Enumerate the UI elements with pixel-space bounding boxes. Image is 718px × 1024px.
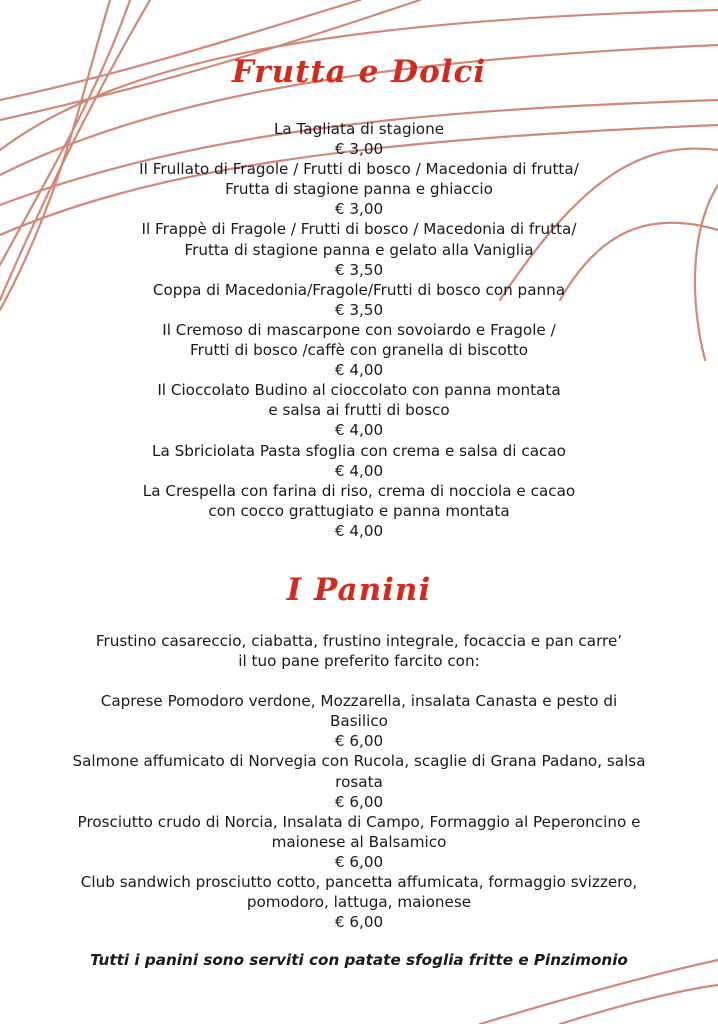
item-description: La Sbriciolata Pasta sfoglia con crema e salsa di cacao: [152, 441, 566, 460]
item-description: Il Frappè di Fragole / Frutti di bosco / Macedonia di frutta/: [141, 220, 577, 239]
item-price: € 4,00: [334, 361, 384, 380]
item-description: e salsa ai frutti di bosco: [268, 401, 450, 420]
swirl-line: [560, 985, 718, 1024]
item-price: € 4,00: [334, 521, 384, 540]
item-description: Salmone affumicato di Norvegia con Rucola, scaglie di Grana Padano, salsa: [72, 752, 646, 771]
item-description: Frutta di stagione panna e ghiaccio: [225, 180, 493, 199]
spacer: [0, 671, 718, 691]
item-price: € 4,00: [334, 461, 384, 480]
item-price: € 6,00: [334, 792, 384, 811]
section-title-i-panini: I Panini: [286, 572, 432, 608]
item-description: La Crespella con farina di riso, crema di nocciola e cacao: [142, 481, 576, 500]
item-description: Caprese Pomodoro verdone, Mozzarella, insalata Canasta e pesto di: [100, 692, 618, 711]
item-price: € 3,00: [334, 140, 384, 159]
menu-item: [0, 872, 718, 932]
menu-item: [0, 751, 718, 811]
item-description: Frutti di bosco /caffè con granella di biscotto: [189, 341, 528, 360]
dolci-menu-list: [0, 119, 718, 541]
item-description: La Tagliata di stagione: [273, 120, 445, 138]
item-price: € 4,00: [334, 421, 384, 440]
item-price: € 6,00: [334, 852, 384, 871]
item-description: Il Frullato di Fragole / Frutti di bosco / Macedonia di frutta/: [139, 160, 579, 179]
item-price: € 3,00: [334, 200, 384, 219]
item-description: Frutta di stagione panna e gelato alla Vaniglia: [184, 240, 534, 259]
item-description: rosata: [335, 772, 383, 791]
menu-item: [0, 380, 718, 440]
menu-item: [0, 280, 718, 320]
menu-item: [0, 119, 718, 159]
panini-footer-note: Tutti i panini sono serviti con patate sfoglia fritte e Pinzimonio: [90, 951, 628, 969]
item-description: maionese al Balsamico: [271, 832, 447, 851]
item-description: Prosciutto crudo di Norcia, Insalata di Campo, Formaggio al Peperoncino e: [77, 812, 641, 831]
menu-item: [0, 159, 718, 219]
item-description: Coppa di Macedonia/Fragole/Frutti di bosco con panna: [152, 280, 566, 299]
intro-text: Frustino casareccio, ciabatta, frustino integrale, focaccia e pan carre’: [95, 632, 623, 650]
menu-item: [0, 481, 718, 541]
item-price: € 6,00: [334, 732, 384, 751]
panini-intro: [0, 631, 718, 671]
menu-item: [0, 691, 718, 751]
item-description: con cocco grattugiato e panna montata: [208, 501, 510, 520]
menu-item: [0, 441, 718, 481]
section-title-frutta-e-dolci: Frutta e Dolci: [231, 54, 487, 90]
item-price: € 6,00: [334, 913, 384, 932]
menu-item: [0, 320, 718, 380]
item-description: Basilico: [330, 712, 388, 731]
item-description: Club sandwich prosciutto cotto, pancetta affumicata, formaggio svizzero,: [80, 873, 638, 892]
item-description: pomodoro, lattuga, maionese: [246, 893, 472, 912]
item-description: Il Cioccolato Budino al cioccolato con panna montata: [157, 381, 561, 400]
panini-menu-list: [0, 631, 718, 932]
menu-item: [0, 219, 718, 279]
item-price: € 3,50: [334, 300, 384, 319]
menu-item: [0, 812, 718, 872]
intro-text: il tuo pane preferito farcito con:: [238, 652, 480, 671]
item-description: Il Cremoso di mascarpone con sovoiardo e Fragole /: [162, 320, 556, 339]
item-price: € 3,50: [334, 260, 384, 279]
